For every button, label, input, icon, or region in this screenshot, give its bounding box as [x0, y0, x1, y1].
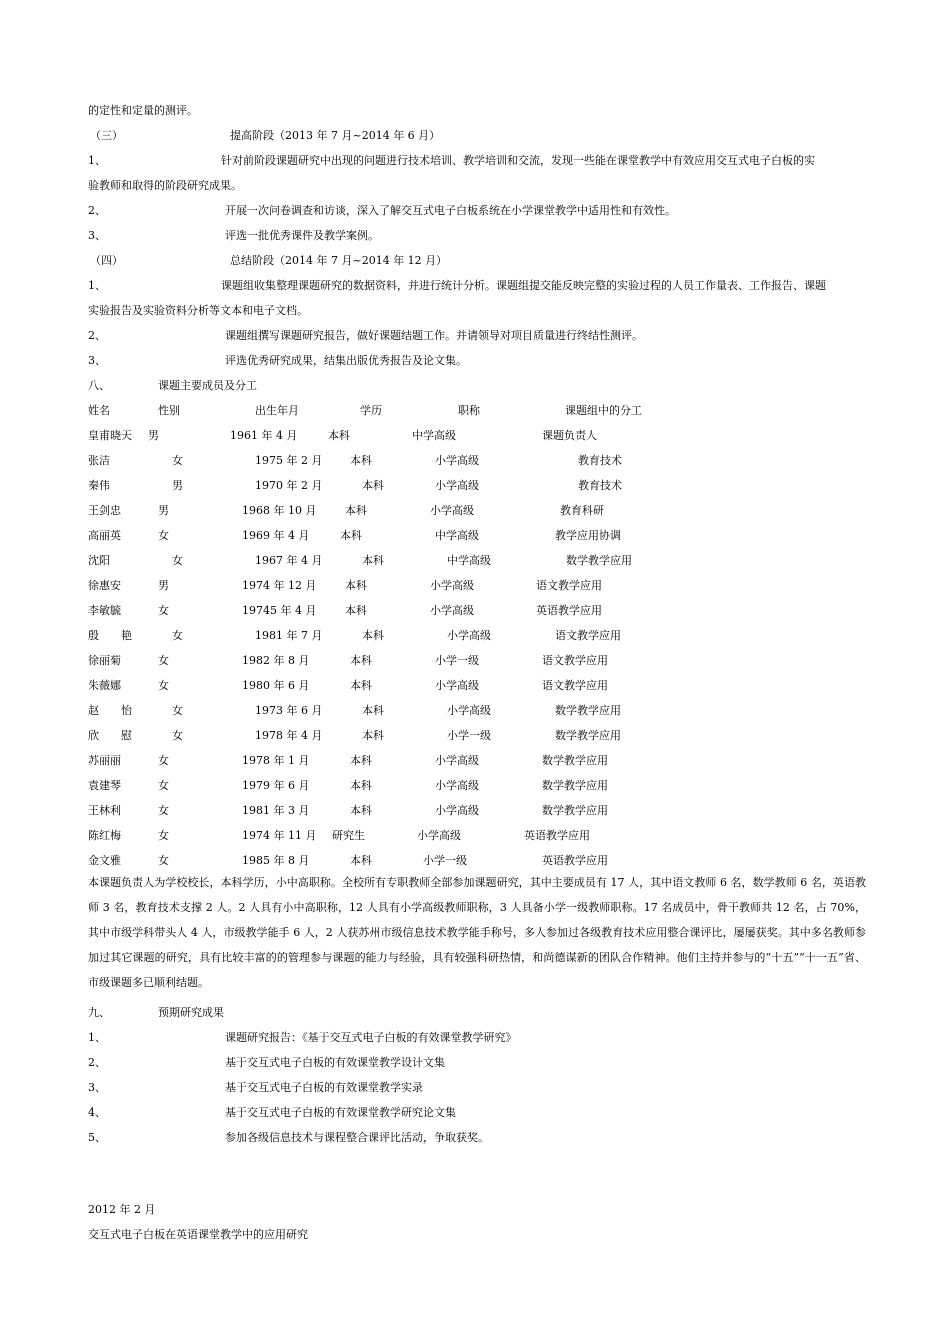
table-cell: 苏丽丽: [88, 754, 121, 767]
table-cell: 中学高级: [412, 429, 456, 442]
table-cell: 赵 怡: [88, 704, 132, 717]
intro-line: 的定性和定量的测评。: [88, 104, 198, 117]
table-cell: 1979 年 6 月: [242, 779, 310, 792]
document-date: 2012 年 2 月: [88, 1203, 156, 1216]
table-cell: 研究生: [332, 829, 365, 842]
table-cell: 1982 年 8 月: [242, 654, 310, 667]
table-cell: 1985 年 8 月: [242, 854, 310, 867]
table-cell: 女: [158, 529, 169, 542]
table-cell: 女: [158, 654, 169, 667]
result-text: 基于交互式电子白板的有效课堂教学实录: [225, 1081, 423, 1094]
table-cell: 王剑忠: [88, 504, 121, 517]
table-cell: 英语教学应用: [524, 829, 590, 842]
item-text: 课题组收集整理课题研究的数据资料，并进行统计分析。课题组提交能反映完整的实验过程的人员工作量表、工作报告、课题: [221, 279, 826, 292]
table-cell: 教育科研: [560, 504, 604, 517]
table-cell: 本科: [350, 454, 372, 467]
table-cell: 1968 年 10 月: [242, 504, 317, 517]
table-cell: 欣 慰: [88, 729, 132, 742]
table-cell: 男: [158, 579, 169, 592]
table-cell: 语文教学应用: [536, 579, 602, 592]
table-cell: 小学高级: [435, 479, 479, 492]
table-cell: 1981 年 7 月: [255, 629, 323, 642]
table-cell: 小学高级: [435, 679, 479, 692]
table-cell: 小学高级: [430, 579, 474, 592]
result-number: 5、: [88, 1131, 106, 1144]
table-cell: 数学教学应用: [542, 754, 608, 767]
item-number: 1、: [88, 154, 106, 167]
table-cell: 教育技术: [578, 479, 622, 492]
table-cell: 女: [172, 629, 183, 642]
table-cell: 语文教学应用: [542, 654, 608, 667]
table-cell: 女: [172, 554, 183, 567]
table-cell: 本科: [362, 704, 384, 717]
phase-title: 提高阶段（2013 年 7 月~2014 年 6 月）: [230, 129, 441, 142]
table-cell: 中学高级: [435, 529, 479, 542]
table-cell: 数学教学应用: [542, 779, 608, 792]
table-cell: 英语教学应用: [536, 604, 602, 617]
item-text: 评选一批优秀课件及教学案例。: [225, 229, 379, 242]
item-text: 开展一次问卷调查和访谈，深入了解交互式电子白板系统在小学课堂教学中适用性和有效性。: [225, 204, 676, 217]
table-cell: 女: [158, 679, 169, 692]
table-cell: 1978 年 1 月: [242, 754, 310, 767]
table-header-cell: 性别: [158, 404, 180, 417]
table-header-cell: 出生年月: [255, 404, 299, 417]
table-cell: 沈阳: [88, 554, 110, 567]
result-text: 课题研究报告：《基于交互式电子白板的有效课堂教学研究》: [225, 1031, 517, 1044]
table-cell: 1975 年 2 月: [255, 454, 323, 467]
table-cell: 金文雅: [88, 854, 121, 867]
table-cell: 女: [158, 804, 169, 817]
table-cell: 小学高级: [417, 829, 461, 842]
table-header-cell: 课题组中的分工: [565, 404, 642, 417]
table-cell: 本科: [350, 854, 372, 867]
table-cell: 小学高级: [435, 779, 479, 792]
table-cell: 英语教学应用: [542, 854, 608, 867]
item-text-continued: 验教师和取得的阶段研究成果。: [88, 179, 242, 192]
table-cell: 1974 年 12 月: [242, 579, 317, 592]
table-cell: 小学高级: [430, 604, 474, 617]
table-cell: 男: [148, 429, 159, 442]
table-cell: 本科: [345, 604, 367, 617]
table-cell: 陈红梅: [88, 829, 121, 842]
table-cell: 女: [172, 454, 183, 467]
result-number: 2、: [88, 1056, 106, 1069]
section-title: 预期研究成果: [158, 1006, 224, 1019]
item-text: 针对前阶段课题研究中出现的问题进行技术培训、教学培训和交流，发现一些能在课堂教学中有效应用交互式电子白板的实: [221, 154, 815, 167]
table-cell: 王林利: [88, 804, 121, 817]
table-cell: 女: [158, 604, 169, 617]
table-cell: 本科: [362, 729, 384, 742]
table-cell: 1973 年 6 月: [255, 704, 323, 717]
table-cell: 本科: [345, 504, 367, 517]
table-cell: 教学应用协调: [555, 529, 621, 542]
table-cell: 教育技术: [578, 454, 622, 467]
result-text: 基于交互式电子白板的有效课堂教学研究论文集: [225, 1106, 456, 1119]
result-number: 4、: [88, 1106, 106, 1119]
table-cell: 袁建琴: [88, 779, 121, 792]
table-cell: 男: [158, 504, 169, 517]
result-number: 3、: [88, 1081, 106, 1094]
document-footer-title: 交互式电子白板在英语课堂教学中的应用研究: [88, 1228, 308, 1241]
table-cell: 中学高级: [447, 554, 491, 567]
item-number: 3、: [88, 229, 106, 242]
team-description-paragraph: 本课题负责人为学校校长，本科学历，小中高职称。全校所有专职教师全部参加课题研究，其中主要成员有 17 人，其中语文教师 6 名，数学教师 6 名，英语教师 3 名，教育技术支撑 2 人。2 人具有小中高职称，12 人具有小学高级教师职称，3 人具备小学一级教师职称。17 名成员中，骨干教师共 12 名，占 70%，其中市级学科带头人 4 人，市级教学能手 6 人，2 人获苏州市级信息技术教学能手称号，多人参加过各级教育技术应用整合课评比，屡屡获奖。其中多名教师参加过其它课题的研究，具有比较丰富的的管理参与课题的能力与经验，具有较强科研热情，和尚德谋新的团队合作精神。他们主持并参与的“十五”“十一五”省、市级课题多已顺利结题。: [88, 876, 866, 989]
table-cell: 1980 年 6 月: [242, 679, 310, 692]
item-text-continued: 实验报告及实验资料分析等文本和电子文档。: [88, 304, 308, 317]
table-cell: 本科: [350, 779, 372, 792]
table-cell: 本科: [350, 754, 372, 767]
table-cell: 张洁: [88, 454, 110, 467]
table-cell: 女: [172, 729, 183, 742]
result-text: 参加各级信息技术与课程整合课评比活动，争取获奖。: [225, 1131, 489, 1144]
table-cell: 徐丽菊: [88, 654, 121, 667]
table-cell: 语文教学应用: [542, 679, 608, 692]
phase-title: 总结阶段（2014 年 7 月~2014 年 12 月）: [230, 254, 448, 267]
table-cell: 女: [158, 754, 169, 767]
result-number: 1、: [88, 1031, 106, 1044]
table-cell: 1974 年 11 月: [242, 829, 317, 842]
table-cell: 本科: [350, 804, 372, 817]
table-cell: 女: [158, 829, 169, 842]
table-cell: 本科: [345, 579, 367, 592]
table-cell: 1970 年 2 月: [255, 479, 323, 492]
table-cell: 女: [172, 704, 183, 717]
table-cell: 1961 年 4 月: [230, 429, 298, 442]
result-text: 基于交互式电子白板的有效课堂教学设计文集: [225, 1056, 445, 1069]
table-cell: 小学高级: [435, 754, 479, 767]
table-header-cell: 职称: [458, 404, 480, 417]
table-cell: 小学一级: [423, 854, 467, 867]
phase-number: （四）: [90, 254, 123, 267]
section-number: 八、: [88, 379, 110, 392]
table-cell: 1978 年 4 月: [255, 729, 323, 742]
table-cell: 数学教学应用: [555, 729, 621, 742]
table-cell: 本科: [362, 629, 384, 642]
table-cell: 李敏毓: [88, 604, 121, 617]
table-cell: 女: [158, 854, 169, 867]
table-cell: 本科: [350, 679, 372, 692]
table-cell: 本科: [328, 429, 350, 442]
table-cell: 小学一级: [447, 729, 491, 742]
table-cell: 徐惠安: [88, 579, 121, 592]
table-cell: 殷 艳: [88, 629, 132, 642]
table-cell: 数学教学应用: [566, 554, 632, 567]
table-cell: 1967 年 4 月: [255, 554, 323, 567]
table-cell: 朱薇娜: [88, 679, 121, 692]
table-header-cell: 姓名: [88, 404, 110, 417]
table-cell: 本科: [350, 654, 372, 667]
table-cell: 秦伟: [88, 479, 110, 492]
table-cell: 高丽英: [88, 529, 121, 542]
item-number: 3、: [88, 354, 106, 367]
item-number: 1、: [88, 279, 106, 292]
table-cell: 1969 年 4 月: [242, 529, 310, 542]
table-cell: 本科: [340, 529, 362, 542]
table-cell: 19745 年 4 月: [242, 604, 317, 617]
table-cell: 皇甫晓天: [88, 429, 132, 442]
table-cell: 小学高级: [435, 804, 479, 817]
item-number: 2、: [88, 204, 106, 217]
table-cell: 男: [172, 479, 183, 492]
table-cell: 语文教学应用: [555, 629, 621, 642]
table-cell: 小学高级: [435, 454, 479, 467]
table-cell: 小学高级: [447, 629, 491, 642]
table-cell: 小学一级: [435, 654, 479, 667]
item-number: 2、: [88, 329, 106, 342]
item-text: 课题组撰写课题研究报告，做好课题结题工作。并请领导对项目质量进行终结性测评。: [225, 329, 643, 342]
table-cell: 本科: [362, 554, 384, 567]
section-title: 课题主要成员及分工: [158, 379, 257, 392]
table-cell: 数学教学应用: [542, 804, 608, 817]
section-number: 九、: [88, 1006, 110, 1019]
table-cell: 小学高级: [447, 704, 491, 717]
table-cell: 本科: [362, 479, 384, 492]
table-cell: 女: [158, 779, 169, 792]
table-cell: 数学教学应用: [555, 704, 621, 717]
phase-number: （三）: [90, 129, 123, 142]
table-cell: 小学高级: [430, 504, 474, 517]
table-cell: 课题负责人: [542, 429, 597, 442]
table-header-cell: 学历: [360, 404, 382, 417]
item-text: 评选优秀研究成果，结集出版优秀报告及论文集。: [225, 354, 467, 367]
table-cell: 1981 年 3 月: [242, 804, 310, 817]
